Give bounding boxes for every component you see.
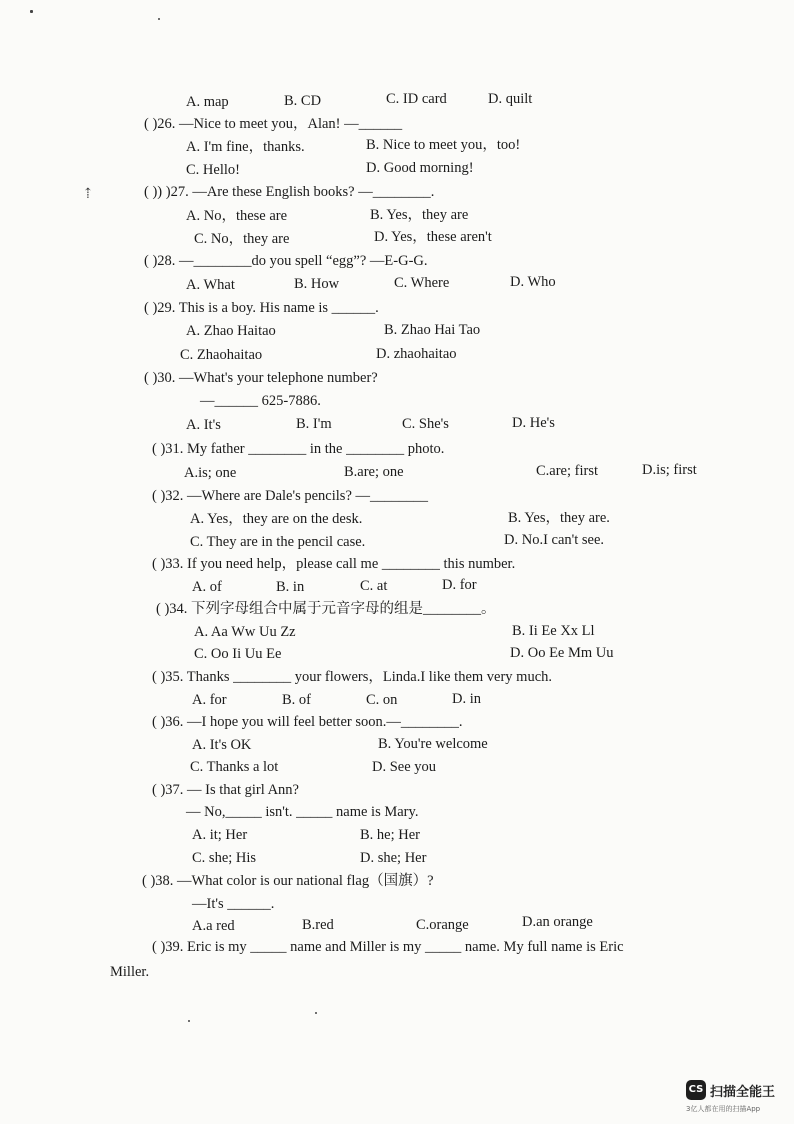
question-33: ( )33. If you need help，please call me ________ this number. xyxy=(152,556,516,572)
option-25-c: C. ID card xyxy=(386,91,447,107)
option-33-a: A. of xyxy=(192,579,222,595)
option-31-d: D.is; first xyxy=(642,462,697,478)
option-32-b: B. Yes，they are. xyxy=(508,510,610,526)
option-26-d: D. Good morning! xyxy=(366,160,474,176)
option-37-d: D. she; Her xyxy=(360,850,427,866)
scanner-tagline: 3亿人都在用的扫描App xyxy=(686,1105,761,1113)
question-36: ( )36. —I hope you will feel better soon.—________. xyxy=(152,714,463,730)
option-38-d: D.an orange xyxy=(522,914,593,930)
option-34-a: A. Aa Ww Uu Zz xyxy=(194,624,296,640)
option-29-b: B. Zhao Hai Tao xyxy=(384,322,481,338)
option-31-c: C.are; first xyxy=(536,463,599,479)
option-35-b: B. of xyxy=(282,692,311,708)
option-34-d: D. Oo Ee Mm Uu xyxy=(510,645,614,661)
option-27-c: C. No，they are xyxy=(194,231,290,247)
option-27-d: D. Yes，these aren't xyxy=(374,229,492,245)
option-29-c: C. Zhaohaitao xyxy=(180,347,263,363)
option-38-c: C.orange xyxy=(416,917,469,933)
option-33-c: C. at xyxy=(360,578,388,594)
option-30-a: A. It's xyxy=(186,417,221,433)
scan-speck xyxy=(30,10,33,13)
option-29-a: A. Zhao Haitao xyxy=(186,323,276,339)
option-27-a: A. No，these are xyxy=(186,208,288,224)
option-37-c: C. she; His xyxy=(192,850,257,866)
scanner-logo-icon: CS xyxy=(686,1080,706,1100)
scan-speck xyxy=(315,1012,317,1014)
option-36-a: A. It's OK xyxy=(192,737,252,753)
option-37-b: B. he; Her xyxy=(360,827,420,843)
option-38-b: B.red xyxy=(302,917,334,933)
question-38-reply: —It's ______. xyxy=(192,896,275,912)
option-26-b: B. Nice to meet you，too! xyxy=(366,137,521,153)
option-30-b: B. I'm xyxy=(296,416,332,432)
margin-mark-icon: ⇡ xyxy=(82,187,94,202)
option-30-c: C. She's xyxy=(402,416,449,432)
question-30: ( )30. —What's your telephone number? xyxy=(144,370,378,386)
option-30-d: D. He's xyxy=(512,415,555,431)
scan-speck xyxy=(188,1020,190,1022)
question-39-continued: Miller. xyxy=(110,964,150,980)
question-37: ( )37. — Is that girl Ann? xyxy=(152,782,299,798)
option-26-a: A. I'm fine，thanks. xyxy=(186,139,305,155)
question-32: ( )32. —Where are Dale's pencils? —________ xyxy=(152,488,429,504)
question-31: ( )31. My father ________ in the ________ photo. xyxy=(152,441,445,457)
question-35: ( )35. Thanks ________ your flowers，Linda.I like them very much. xyxy=(152,669,553,685)
option-36-c: C. Thanks a lot xyxy=(190,759,279,775)
option-36-b: B. You're welcome xyxy=(378,736,488,752)
scan-speck xyxy=(158,18,160,20)
question-38: ( )38. —What color is our national flag（国旗）? xyxy=(142,873,434,889)
question-27: ( )) )27. —Are these English books? —________. xyxy=(144,184,435,200)
option-27-b: B. Yes，they are xyxy=(370,207,469,223)
option-35-d: D. in xyxy=(452,691,481,707)
option-25-d: D. quilt xyxy=(488,91,533,107)
question-29: ( )29. This is a boy. His name is ______. xyxy=(144,300,379,316)
option-37-a: A. it; Her xyxy=(192,827,248,843)
option-35-c: C. on xyxy=(366,692,398,708)
option-36-d: D. See you xyxy=(372,759,437,775)
question-39: ( )39. Eric is my _____ name and Miller is my _____ name. My full name is Eric xyxy=(152,939,624,955)
option-34-b: B. Ii Ee Xx Ll xyxy=(512,623,595,639)
option-38-a: A.a red xyxy=(192,918,235,934)
scanner-app-name: 扫描全能王 xyxy=(710,1085,776,1100)
option-31-a: A.is; one xyxy=(184,465,237,481)
option-31-b: B.are; one xyxy=(344,464,404,480)
scanner-watermark xyxy=(686,1080,786,1116)
option-32-d: D. No.I can't see. xyxy=(504,532,605,548)
option-29-d: D. zhaohaitao xyxy=(376,346,457,362)
option-34-c: C. Oo Ii Uu Ee xyxy=(194,646,282,662)
option-28-b: B. How xyxy=(294,276,340,292)
question-28: ( )28. —________do you spell “egg”? —E-G-G. xyxy=(144,253,428,269)
question-37-reply: — No,_____ isn't. _____ name is Mary. xyxy=(186,804,419,820)
option-33-d: D. for xyxy=(442,577,477,593)
option-28-a: A. What xyxy=(186,277,235,293)
option-35-a: A. for xyxy=(192,692,227,708)
option-33-b: B. in xyxy=(276,579,305,595)
option-25-a: A. map xyxy=(186,94,229,110)
option-26-c: C. Hello! xyxy=(186,162,240,178)
option-28-d: D. Who xyxy=(510,274,556,290)
option-32-a: A. Yes，they are on the desk. xyxy=(190,511,363,527)
question-34: ( )34. 下列字母组合中属于元音字母的组是________。 xyxy=(156,601,496,617)
question-26: ( )26. —Nice to meet you，Alan! —______ xyxy=(144,116,403,132)
option-25-b: B. CD xyxy=(284,93,322,109)
question-30-reply: —______ 625-7886. xyxy=(200,393,321,409)
option-28-c: C. Where xyxy=(394,275,450,291)
option-32-c: C. They are in the pencil case. xyxy=(190,534,366,550)
